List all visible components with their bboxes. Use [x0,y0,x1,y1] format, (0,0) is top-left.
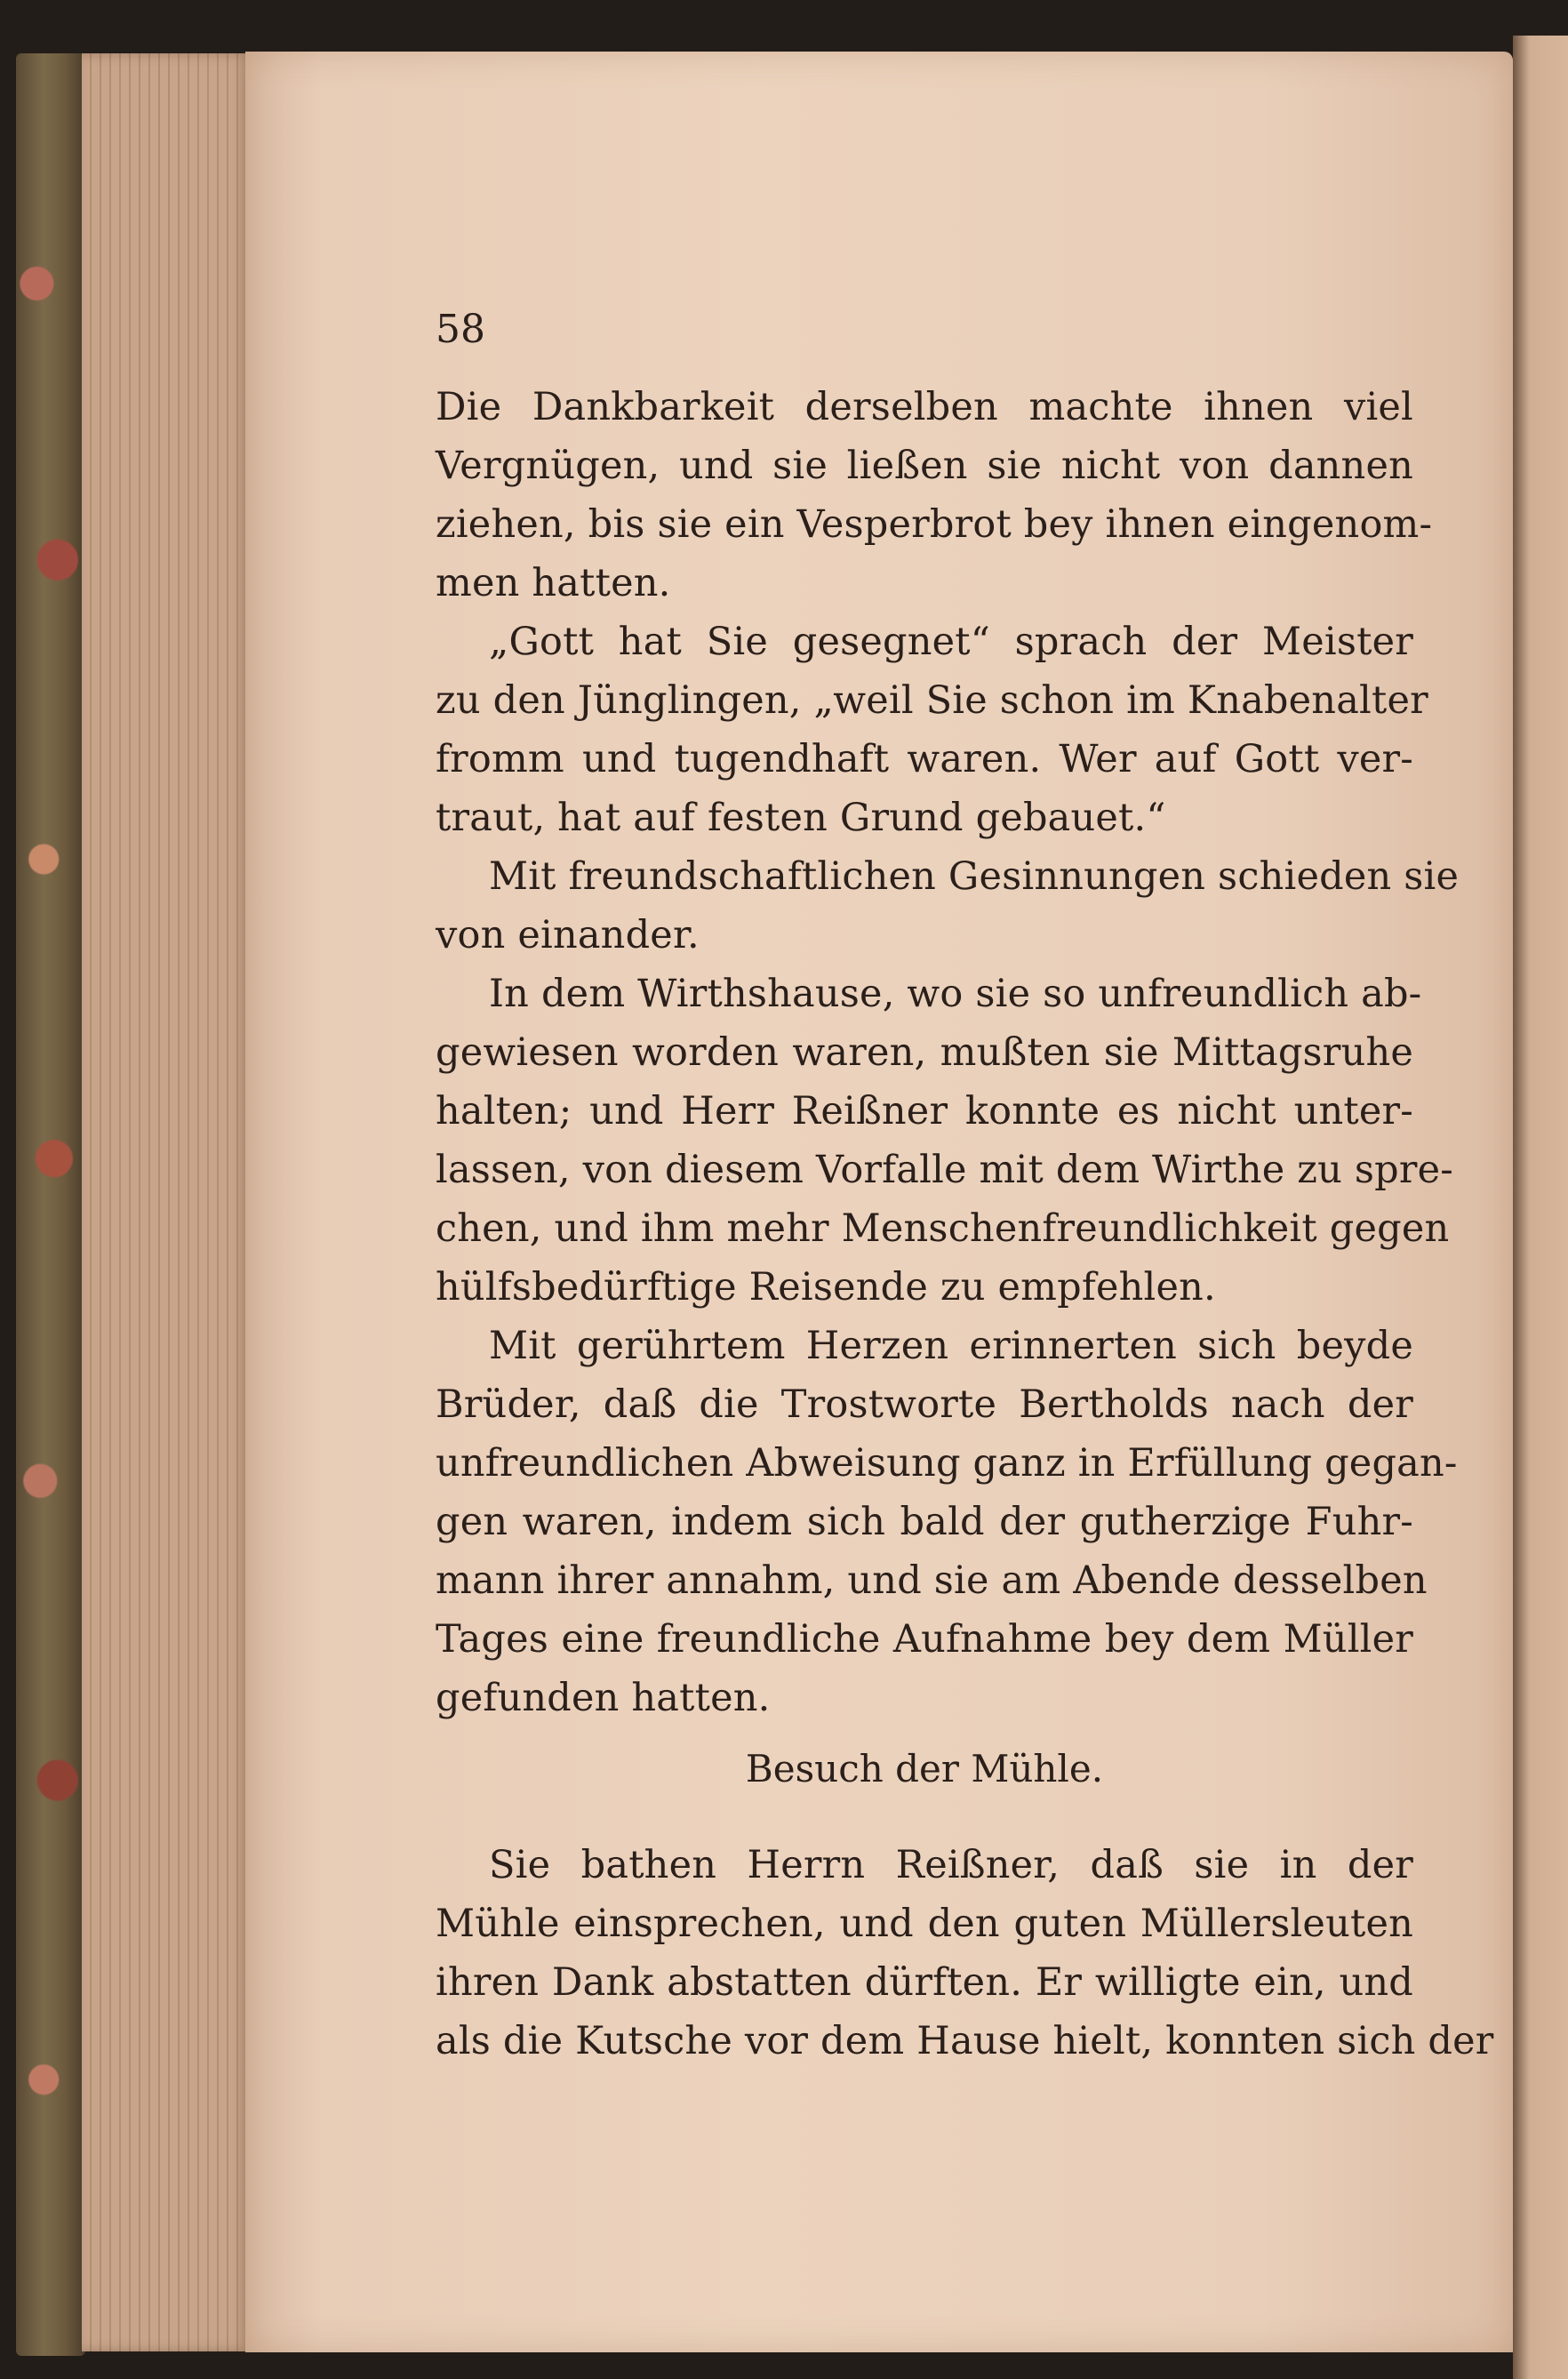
text-line: hülfsbedürftige Reisende zu empfehlen. [436,1265,1216,1310]
text-line: ihren Dank abstatten dürften. Er willigte ein, und [436,1960,1413,2005]
page-stack-edges [82,53,251,2351]
text-line: als die Kutsche vor dem Hause hielt, konnten sich der [436,2019,1494,2063]
text-line: gefunden hatten. [436,1676,771,1720]
text-line: Mit freundschaftlichen Gesinnungen schieden sie [489,854,1460,899]
text-line: Mühle einsprechen, und den guten Müllersleuten [436,1902,1413,1946]
text-line: zu den Jünglingen, „weil Sie schon im Knabenalter [436,678,1428,723]
text-line: Brüder, daß die Trostworte Bertholds nach der [436,1382,1413,1427]
body-text-bottom [436,1836,1494,2071]
page-number: 58 [436,307,485,352]
text-line: lassen, von diesem Vorfalle mit dem Wirthe zu spre- [436,1148,1454,1192]
marbled-cover-edge [16,53,85,2356]
text-line: halten; und Herr Reißner konnte es nicht unter- [436,1089,1413,1133]
text-line: von einander. [436,913,700,957]
text-line: mann ihrer annahm, und sie am Abende desselben [436,1558,1428,1603]
text-line: traut, hat auf festen Grund gebauet.“ [436,796,1166,840]
text-line: „Gott hat Sie gesegnet“ sprach der Meister [489,620,1413,664]
text-line: Vergnügen, und sie ließen sie nicht von dannen [436,444,1413,488]
text-line: gewiesen worden waren, mußten sie Mittagsruhe [436,1030,1413,1075]
body-text-top [436,378,1460,1727]
text-line: Sie bathen Herrn Reißner, daß sie in der [489,1843,1413,1887]
text-line: gen waren, indem sich bald der gutherzige Fuhr- [436,1500,1413,1544]
text-line: In dem Wirthshause, wo sie so unfreundlich ab- [489,972,1422,1016]
section-heading: Besuch der Mühle. [745,1747,1104,1790]
text-line: unfreundlichen Abweisung ganz in Erfüllung gegan- [436,1441,1458,1486]
text-line: chen, und ihm mehr Menschenfreundlichkeit gegen [436,1206,1450,1251]
text-line: men hatten. [436,561,671,605]
text-line: Die Dankbarkeit derselben machte ihnen viel [436,385,1413,429]
text-line: ziehen, bis sie ein Vesperbrot bey ihnen eingenom- [436,502,1433,547]
text-line: Tages eine freundliche Aufnahme bey dem Müller [436,1617,1413,1662]
text-line: fromm und tugendhaft waren. Wer auf Gott ver- [436,737,1413,781]
facing-page-edge [1513,36,1568,2379]
text-line: Mit gerührtem Herzen erinnerten sich beyde [489,1324,1413,1368]
